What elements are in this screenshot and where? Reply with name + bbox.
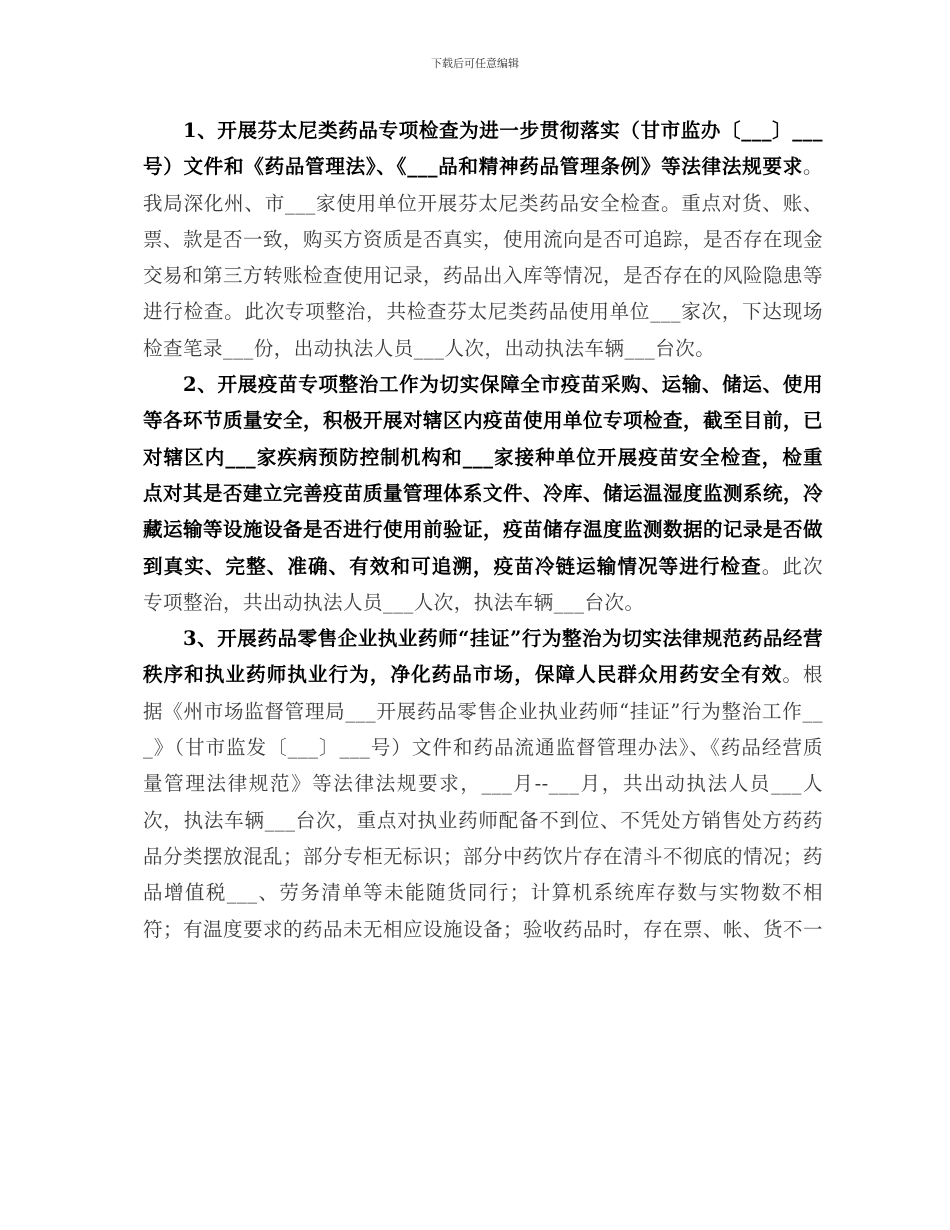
paragraph-body: 。根据《州市场监督管理局___开展药品零售企业执业药师“挂证”行为整治工作___》（甘市监发〔___〕___号）文件和药品流通监督管理办法》、《药品经营质量管理法律规范》等法律法规要求，___月--___月，共出动执法人员___人次，执法车辆___台次，重点对执业药师配备不到位、不凭处方销售处方药药品分类摆放混乱；部分专柜无标识；部分中药饮片存在清斗不彻底的情况；药品增值税___、劳务清单等未能随货同行；计算机系统库存数与实物数不相符；有温度要求的药品未无相应设施设备；验收药品时，存在票、帐、货不一	[143, 663, 824, 941]
paragraph-lead: 2、开展疫苗专项整治工作为切实保障全市疫苗采购、运输、储运、使用等各环节质量安全，积极开展对辖区内疫苗使用单位专项检查，截至目前，已对辖区内___家疾病预防控制机构和___家接种单位开展疫苗安全检查，检重点对其是否建立完善疫苗质量管理体系文件、冷库、储运温湿度监测系统，冷藏运输等设施设备是否进行使用前验证，疫苗储存温度监测数据的记录是否做到真实、完整、准确、有效和可追溯，疫苗冷链运输情况等进行检查	[143, 373, 824, 578]
paragraph-body: 。我局深化州、市___家使用单位开展芬太尼类药品安全检查。重点对货、账、票、款是否一致，购买方资质是否真实，使用流向是否可追踪，是否存在现金交易和第三方转账检查使用记录，药品出入库等情况，是否存在的风险隐患等进行检查。此次专项整治，共检查芬太尼类药品使用单位___家次，下达现场检查笔录___份，出动执法人员___人次，出动执法车辆___台次。	[143, 155, 824, 360]
paragraph-vaccine-inspection	[143, 367, 823, 621]
paragraph-lead: 3、开展药品零售企业执业药师“挂证”行为整治为切实法律规范药品经营秩序和执业药师执业行为，净化药品市场，保障人民群众用药安全有效	[143, 627, 823, 687]
paragraph-body: 。此次专项整治，共出动执法人员___人次，执法车辆___台次。	[143, 554, 823, 614]
page-header: 下载后可任意编辑	[431, 57, 519, 70]
paragraph-pharmacist-inspection	[143, 621, 823, 948]
paragraph-fentanyl-inspection	[143, 113, 823, 367]
paragraph-lead: 1、开展芬太尼类药品专项检查为进一步贯彻落实（甘市监办〔___〕___号）文件和《药品管理法》、《___品和精神药品管理条例》等法律法规要求	[143, 119, 823, 179]
document-body	[143, 113, 823, 948]
